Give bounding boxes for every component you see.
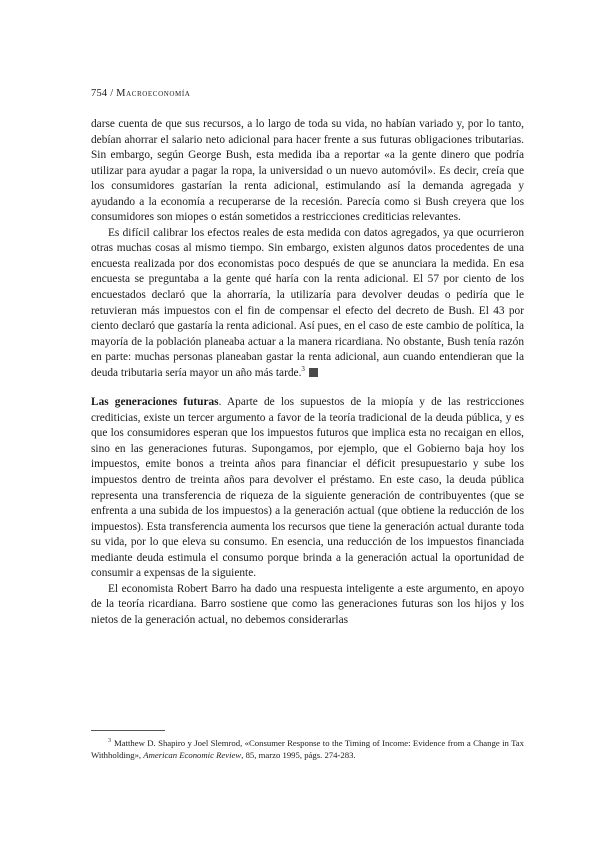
paragraph-2-text: Es difícil calibrar los efectos reales de esta medida con datos agregados, ya que ocurrieron otras muchas cosas al mismo tiempo. Sin embargo, existen algunos datos procedentes de una encuesta realizada por dos economistas poco después de que se anunciara la medida. En esa encuesta se preguntaba a la gente qué haría con la renta adicional. El 57 por ciento de los encuestados declaró que la ahorraría, la utilizaría para devolver deudas o pediría que le retuvieran más impuestos con el fin de compensar el efecto del decreto de Bush. El 43 por ciento declaró que gastaría la renta adicional. Así pues, en el caso de este cambio de política, la mayoría de la población planeaba actuar a la manera ricardiana. No obstante, Bush tenía razón en parte: muchas personas planeaban gastar la renta adicional, aun cuando entendieran que la deuda tributaria sería mayor un año más tarde. — [91, 226, 524, 379]
footnote — [91, 737, 524, 761]
footnote-journal: American Economic Review — [143, 750, 242, 760]
footnote-reference: 3 — [301, 364, 305, 373]
page-number: 754 — [91, 88, 108, 99]
paragraph-3-text: Aparte de los supuestos de la miopía y de las restricciones crediticias, existe un tercer argumento a favor de la teoría tradicional de la deuda pública, y es que los consumidores esperan que los impuestos futuros que implica esta no recaigan en ellos, sino en las generaciones futuras. Supongamos, por ejemplo, que el Gobierno baja hoy los impuestos, emite bonos a treinta años para financiar el déficit presupuestario y sube los impuestos dentro de treinta años para devolver el préstamo. En este caso, la deuda pública representa una transferencia de riqueza de la siguiente generación de contribuyentes (que se enfrenta a una subida de los impuestos) a la generación actual (que obtiene la reducción de los impuestos). Esta transferencia aumenta los recursos que tiene la generación actual durante toda su vida, por lo que eleva su consumo. En esencia, una reducción de los impuestos financiada mediante deuda estimula el consumo porque brinda a la generación actual la oportunidad de consumir a expensas de la siguiente. — [91, 396, 524, 580]
footnote-details: , 85, marzo 1995, págs. 274-283. — [241, 750, 356, 760]
section-heading-suffix: . — [218, 396, 222, 409]
running-header — [91, 88, 190, 99]
section-heading: Las generaciones futuras — [91, 396, 219, 409]
box-end-marker — [309, 368, 318, 377]
footnote-authors: Matthew D. Shapiro y Joel Slemrod, «Consumer Response to the Timing of Income: Evidence from a Change in Tax Withholding», — [91, 738, 524, 760]
paragraph-2 — [91, 226, 524, 381]
footnote-divider — [91, 730, 165, 731]
footnote-number: 3 — [108, 738, 111, 745]
body-text — [91, 117, 524, 629]
paragraph-4: El economista Robert Barro ha dado una respuesta inteligente a este argumento, en apoyo de la teoría ricardiana. Barro sostiene que como las generaciones futuras son los hijos y los nietos de la generación actual, no debemos considerarlas — [91, 582, 524, 626]
chapter-title: Macroeconomía — [116, 88, 191, 99]
header-separator: / — [110, 88, 114, 99]
paragraph-3 — [91, 395, 524, 582]
paragraph-1: darse cuenta de que sus recursos, a lo largo de toda su vida, no habían variado y, por lo tanto, debían ahorrar el salario neto adicional para hacer frente a sus futuras obligaciones tributarias. Sin embargo, según George Bush, esta medida iba a reportar «a la gente dinero que podría utilizar para ayudar a pagar la ropa, la universidad o un nuevo automóvil». Es decir, creía que los consumidores gastarían la renta adicional, estimulando así la demanda agregada y ayudando a la economía a recuperarse de la recesión. Parecía como si Bush creyera que los consumidores son miopes o están sometidos a restricciones crediticias relevantes. — [91, 118, 524, 224]
